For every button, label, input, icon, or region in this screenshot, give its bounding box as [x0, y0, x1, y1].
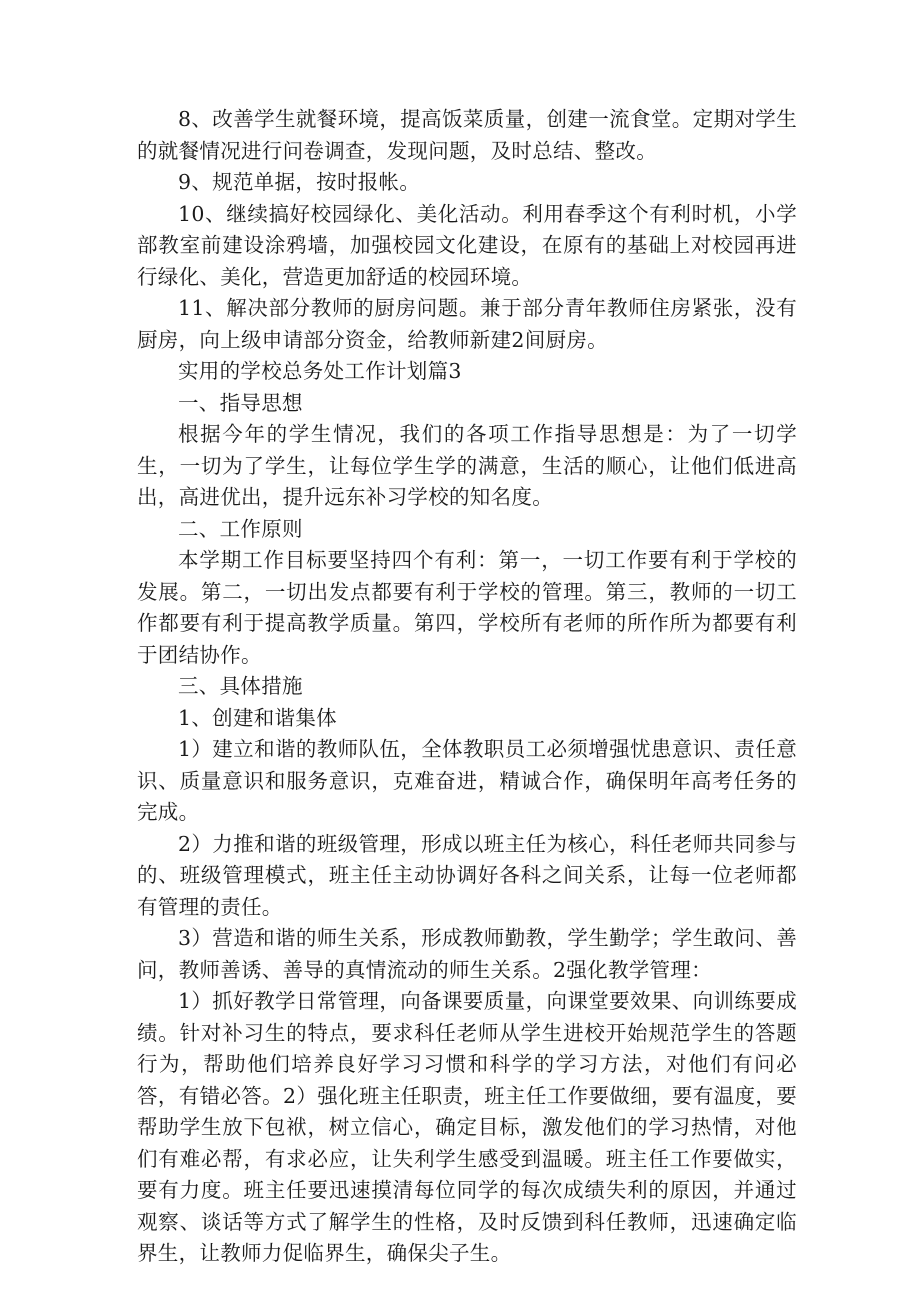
- paragraph-item-11: 11、解决部分教师的厨房问题。兼于部分青年教师住房紧张，没有厨房，向上级申请部分资金，给教师新建2间厨房。: [137, 296, 797, 352]
- paragraph-item-8: 8、改善学生就餐环境，提高饭菜质量，创建一流食堂。定期对学生的就餐情况进行问卷调查，发现问题，及时总结、整改。: [137, 107, 797, 163]
- section-title: 实用的学校总务处工作计划篇3: [178, 359, 462, 383]
- heading-work-principles: 二、工作原则: [178, 516, 303, 541]
- paragraph-measure-2: 2）力推和谐的班级管理，形成以班主任为核心，科任老师共同参与的、班级管理模式，班主任主动协调好各科之间关系，让每一位老师都有管理的责任。: [137, 831, 797, 919]
- paragraph-item-10: 10、继续搞好校园绿化、美化活动。利用春季这个有利时机，小学部教室前建设涂鸦墙，加强校园文化建设，在原有的基础上对校园再进行绿化、美化，营造更加舒适的校园环境。: [137, 201, 797, 289]
- subheading-harmonious-collective: 1、创建和谐集体: [178, 705, 337, 730]
- paragraph-guiding-thought: 根据今年的学生情况，我们的各项工作指导思想是：为了一切学生，一切为了学生，让每位学生学的满意，生活的顺心，让他们低进高出，高进优出，提升远东补习学校的知名度。: [137, 422, 797, 509]
- paragraph-work-principles: 本学期工作目标要坚持四个有利：第一，一切工作要有利于学校的发展。第二，一切出发点都要有利于学校的管理。第三，教师的一切工作都要有利于提高教学质量。第四，学校所有老师的所作所为都要有利于团结协作。: [137, 548, 797, 667]
- paragraph-teaching-management: 1）抓好教学日常管理，向备课要质量，向课堂要效果、向训练要成绩。针对补习生的特点，要求科任老师从学生进校开始规范学生的答题行为，帮助他们培养良好学习习惯和科学的学习方法，对他们有问必答，有错必答。2）强化班主任职责，班主任工作要做细，要有温度，要帮助学生放下包袱，树立信心，确定目标，激发他们的学习热情，对他们有难必帮，有求必应，让失利学生感受到温暖。班主任工作要做实，要有力度。班主任要迅速摸清每位同学的每次成绩失利的原因，并通过观察、谈话等方式了解学生的性格，及时反馈到科任教师，迅速确定临界生，让教师力促临界生，确保尖子生。: [137, 989, 797, 1265]
- paragraph-measure-3: 3）营造和谐的师生关系，形成教师勤教，学生勤学；学生敢问、善问，教师善诱、善导的真情流动的师生关系。2强化教学管理：: [137, 926, 797, 982]
- paragraph-item-9: 9、规范单据，按时报帐。: [178, 170, 421, 194]
- heading-specific-measures: 三、具体措施: [178, 674, 303, 698]
- heading-guiding-thought: 一、指导思想: [178, 390, 303, 415]
- paragraph-measure-1: 1）建立和谐的教师队伍，全体教职员工必须增强忧患意识、责任意识、质量意识和服务意识，克难奋进，精诚合作，确保明年高考任务的完成。: [137, 737, 797, 824]
- document-page: [137, 104, 797, 1270]
